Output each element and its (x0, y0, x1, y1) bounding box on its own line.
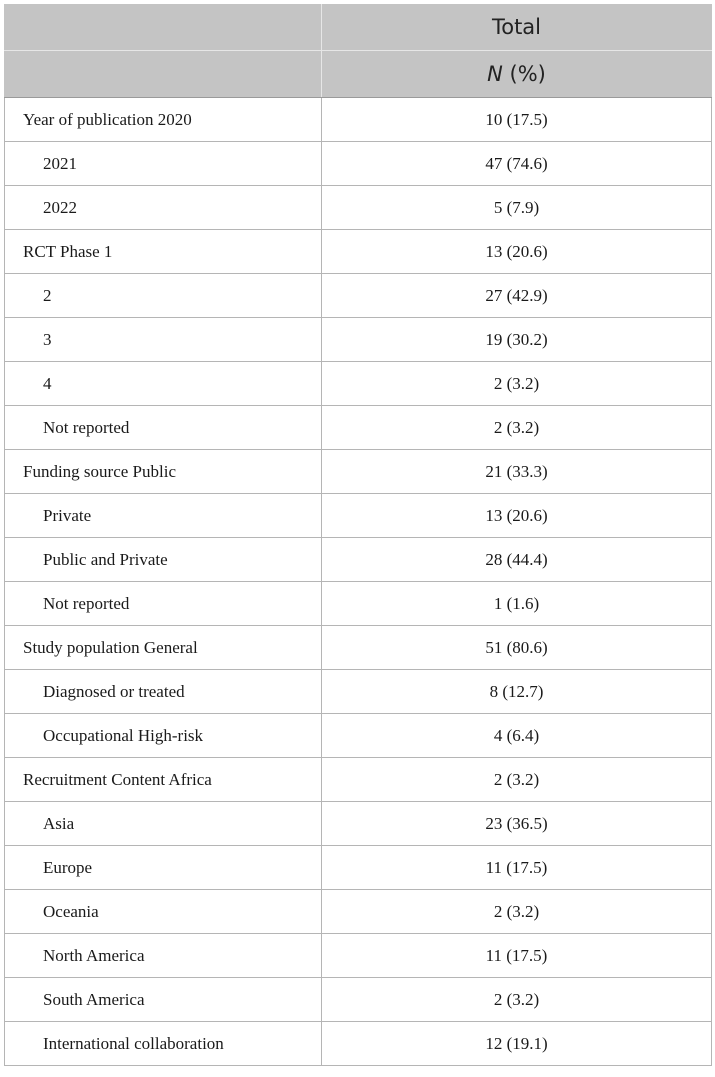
row-value: 11 (17.5) (322, 846, 712, 890)
row-value: 27 (42.9) (322, 274, 712, 318)
row-value: 2 (3.2) (322, 978, 712, 1022)
row-value: 23 (36.5) (322, 802, 712, 846)
row-label: Funding source Public (5, 450, 322, 494)
row-value: 2 (3.2) (322, 758, 712, 802)
table-row (5, 670, 712, 714)
row-value: 2 (3.2) (322, 890, 712, 934)
header-row-units (5, 51, 712, 98)
table-row (5, 538, 712, 582)
characteristics-table-container (4, 4, 711, 1066)
table-row (5, 142, 712, 186)
row-value: 28 (44.4) (322, 538, 712, 582)
row-value: 10 (17.5) (322, 98, 712, 142)
row-value: 19 (30.2) (322, 318, 712, 362)
row-label: 4 (5, 362, 322, 406)
table-row (5, 978, 712, 1022)
row-value: 4 (6.4) (322, 714, 712, 758)
table-row (5, 98, 712, 142)
row-label: 2021 (5, 142, 322, 186)
row-label: Occupational High-risk (5, 714, 322, 758)
row-value: 51 (80.6) (322, 626, 712, 670)
header-cell-blank (5, 4, 322, 51)
header-row-total (5, 4, 712, 51)
characteristics-table (4, 4, 712, 1066)
row-label: Not reported (5, 582, 322, 626)
header-cell-total: Total (322, 4, 712, 51)
row-label: Not reported (5, 406, 322, 450)
row-value: 2 (3.2) (322, 406, 712, 450)
row-label: Year of publication 2020 (5, 98, 322, 142)
row-label: 2022 (5, 186, 322, 230)
table-row (5, 890, 712, 934)
row-label: International collaboration (5, 1022, 322, 1066)
table-row (5, 230, 712, 274)
table-row (5, 846, 712, 890)
table-row (5, 626, 712, 670)
table-row (5, 494, 712, 538)
table-row (5, 450, 712, 494)
row-value: 1 (1.6) (322, 582, 712, 626)
unit-n: N (487, 62, 503, 86)
table-row (5, 186, 712, 230)
row-label: Europe (5, 846, 322, 890)
row-label: RCT Phase 1 (5, 230, 322, 274)
header-cell-blank-2 (5, 51, 322, 98)
table-row (5, 582, 712, 626)
table-row (5, 714, 712, 758)
table-row (5, 802, 712, 846)
table-row (5, 274, 712, 318)
row-label: 3 (5, 318, 322, 362)
table-row (5, 406, 712, 450)
row-label: Public and Private (5, 538, 322, 582)
table-row (5, 362, 712, 406)
table-row (5, 318, 712, 362)
row-value: 5 (7.9) (322, 186, 712, 230)
row-label: Private (5, 494, 322, 538)
row-label: Diagnosed or treated (5, 670, 322, 714)
row-label: Oceania (5, 890, 322, 934)
table-row (5, 934, 712, 978)
row-label: South America (5, 978, 322, 1022)
row-value: 8 (12.7) (322, 670, 712, 714)
row-value: 47 (74.6) (322, 142, 712, 186)
row-label: Study population General (5, 626, 322, 670)
table-row (5, 758, 712, 802)
row-value: 12 (19.1) (322, 1022, 712, 1066)
row-label: North America (5, 934, 322, 978)
table-row (5, 1022, 712, 1066)
row-value: 13 (20.6) (322, 494, 712, 538)
row-label: Recruitment Content Africa (5, 758, 322, 802)
row-value: 2 (3.2) (322, 362, 712, 406)
table-header (5, 4, 712, 98)
row-label: 2 (5, 274, 322, 318)
row-label: Asia (5, 802, 322, 846)
row-value: 11 (17.5) (322, 934, 712, 978)
table-body (5, 98, 712, 1066)
row-value: 13 (20.6) (322, 230, 712, 274)
row-value: 21 (33.3) (322, 450, 712, 494)
unit-pct: (%) (509, 62, 546, 86)
header-cell-units (322, 51, 712, 98)
